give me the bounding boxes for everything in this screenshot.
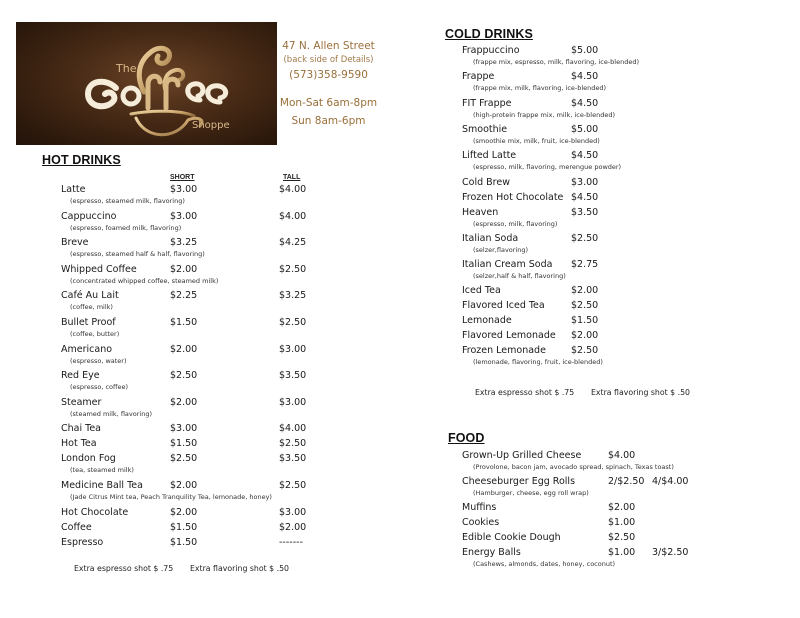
price-tall: $3.25: [279, 290, 307, 302]
menu-item-name: Cookies: [462, 517, 500, 528]
menu-item-name: Iced Tea: [462, 285, 501, 297]
menu-item-description: (espresso, milk, flavoring, merengue powder): [473, 163, 622, 172]
menu-item-name: Hot Chocolate: [61, 506, 129, 518]
menu-item-name: Flavored Iced Tea: [462, 300, 545, 312]
price: $2.00: [608, 502, 636, 513]
hours-sunday: Sun 8am-6pm: [291, 115, 366, 127]
menu-item-name: Heaven: [462, 206, 499, 218]
price: $3.00: [571, 176, 599, 188]
menu-item-description: (coffee, butter): [70, 330, 120, 338]
column-tall-header: TALL: [283, 174, 301, 181]
price: $4.50: [571, 71, 599, 83]
menu-item-name: Cappuccino: [61, 210, 117, 222]
price: $1.50: [571, 315, 599, 327]
menu-item-description: (espresso, steamed milk, flavoring): [70, 197, 185, 205]
coffee-shoppe-logo: [16, 22, 277, 145]
price-tall: -------: [279, 536, 303, 548]
price-tall: $2.50: [279, 317, 307, 328]
price: $2.75: [571, 259, 599, 271]
price: $1.00: [608, 547, 636, 558]
menu-item-description: (tea, steamed milk): [70, 466, 134, 475]
price-short: $3.00: [170, 210, 198, 222]
price: $3.50: [571, 206, 599, 218]
menu-item-description: (Jade Citrus Mint tea, Peach Tranquility Tea, lemonade, honey): [70, 493, 272, 501]
price-short: $1.50: [170, 438, 198, 450]
menu-item-name: Lifted Latte: [462, 150, 517, 162]
price: $2.50: [608, 532, 636, 543]
price-short: $1.50: [170, 317, 198, 328]
price-short: $3.00: [170, 423, 198, 435]
logo-the-text: The: [116, 62, 137, 75]
price: 2/$2.50: [608, 476, 645, 487]
price-tall: $2.00: [279, 521, 307, 533]
menu-item-description: (espresso, water): [70, 356, 127, 365]
menu-item-name: Café Au Lait: [61, 290, 119, 302]
price-tall: $3.50: [279, 453, 307, 465]
price-short: $2.00: [170, 480, 198, 491]
price: $2.50: [571, 232, 599, 244]
menu-item-name: Frappe: [462, 71, 495, 83]
menu-item-name: Whipped Coffee: [61, 263, 137, 275]
price-short: $2.25: [170, 290, 198, 302]
menu-item-name: Italian Soda: [462, 232, 519, 244]
menu-item-name: Red Eye: [61, 370, 100, 382]
hot-extra-flavoring: Extra flavoring shot $ .50: [190, 564, 290, 573]
price-short: $3.25: [170, 237, 198, 249]
menu-item-name: Coffee: [61, 521, 92, 533]
menu-item-name: London Fog: [61, 453, 116, 465]
hours-weekday: Mon-Sat 6am-8pm: [279, 97, 378, 109]
price: $5.00: [571, 123, 599, 135]
price-tall: $2.50: [279, 263, 307, 275]
price-short: $1.50: [170, 536, 198, 548]
menu-item-description: (selzer,half & half, flavoring): [473, 272, 566, 281]
menu-item-name: Frozen Lemonade: [462, 345, 546, 357]
price-short: $2.50: [170, 453, 198, 465]
menu-item-name: Muffins: [462, 502, 497, 513]
menu-item-name: Cheeseburger Egg Rolls: [462, 476, 576, 487]
price-tall: $4.25: [279, 237, 307, 249]
price-tall: $2.50: [279, 438, 307, 450]
price-short: $2.50: [170, 370, 198, 382]
column-short-header: SHORT: [170, 174, 195, 181]
contact-info: [276, 38, 381, 130]
price-short: $1.50: [170, 521, 198, 533]
phone-number: (573)358-9590: [289, 69, 368, 81]
menu-item-name: Americano: [61, 343, 113, 355]
cold-extra-flavoring: Extra flavoring shot $ .50: [591, 388, 691, 397]
price: $2.50: [571, 300, 599, 312]
price-tall: $3.00: [279, 396, 307, 408]
price-short: $2.00: [170, 396, 198, 408]
price-alt: 3/$2.50: [652, 547, 689, 558]
cold-drinks-heading: COLD DRINKS: [445, 27, 533, 41]
price-tall: $4.00: [279, 210, 307, 222]
price: $1.00: [608, 517, 636, 528]
menu-item-name: Latte: [61, 184, 86, 195]
price: $4.50: [571, 150, 599, 162]
menu-item-name: Hot Tea: [61, 438, 97, 450]
food-heading: FOOD: [448, 431, 485, 445]
menu-item-description: (Provolone, bacon jam, avocado spread, spinach, Texas toast): [473, 463, 674, 471]
price-tall: $3.00: [279, 506, 307, 518]
price-tall: $4.00: [279, 184, 307, 195]
menu-item-description: (Cashews, almonds, dates, honey, coconut): [473, 560, 616, 568]
price-tall: $3.50: [279, 370, 307, 382]
menu-item-description: (espresso, foamed milk, flavoring): [70, 223, 182, 232]
menu-item-name: Steamer: [61, 396, 102, 408]
price-tall: $2.50: [279, 480, 307, 491]
menu-item-name: Medicine Ball Tea: [61, 480, 143, 491]
menu-item-description: (steamed milk, flavoring): [70, 409, 152, 418]
price-short: $3.00: [170, 184, 198, 195]
price-alt: 4/$4.00: [652, 476, 689, 487]
logo-shoppe-text: Shoppe: [192, 120, 230, 131]
price: $2.00: [571, 285, 599, 297]
menu-item-name: Frappuccino: [462, 45, 520, 56]
price: $2.00: [571, 330, 599, 342]
cold-extra-espresso: Extra espresso shot $ .75: [475, 388, 575, 397]
menu-item-description: (frappe mix, milk, flavoring, ice-blended): [473, 84, 607, 93]
menu-item-description: (smoothie mix, milk, fruit, ice-blended): [473, 136, 600, 145]
menu-item-name: Cold Brew: [462, 176, 510, 188]
menu-item-name: Energy Balls: [462, 547, 521, 558]
price: $2.50: [571, 345, 599, 357]
menu-item-name: Italian Cream Soda: [462, 259, 553, 271]
hot-drinks-heading: HOT DRINKS: [42, 153, 121, 167]
menu-item-name: Bullet Proof: [61, 317, 116, 328]
menu-item-name: Lemonade: [462, 315, 512, 327]
price-short: $2.00: [170, 263, 198, 275]
menu-item-name: Chai Tea: [61, 423, 101, 435]
price: $4.00: [608, 450, 636, 461]
address-note: (back side of Details): [283, 55, 374, 65]
menu-item-name: Espresso: [61, 536, 104, 548]
menu-item-name: Flavored Lemonade: [462, 330, 556, 342]
price-short: $2.00: [170, 343, 198, 355]
menu-item-description: (espresso, coffee): [70, 383, 129, 392]
price-tall: $3.00: [279, 343, 307, 355]
menu-item-name: Grown-Up Grilled Cheese: [462, 450, 582, 461]
menu-item-description: (concentrated whipped coffee, steamed milk): [70, 276, 219, 285]
menu-item-description: (frappe mix, espresso, milk, flavoring, ice-blended): [473, 58, 639, 66]
menu-item-name: Edible Cookie Dough: [462, 532, 561, 543]
menu-item-description: (espresso, milk, flavoring): [473, 219, 558, 228]
menu-item-description: (coffee, milk): [70, 303, 113, 312]
hot-extra-espresso: Extra espresso shot $ .75: [74, 564, 174, 573]
menu-item-description: (lemonade, flavoring, fruit, ice-blended): [473, 358, 603, 367]
coffee-cup-steam-icon: [16, 22, 277, 145]
menu-item-name: Breve: [61, 237, 89, 249]
price: $4.50: [571, 191, 599, 203]
price: $5.00: [571, 45, 599, 56]
menu-item-description: (high-protein frappe mix, milk, ice-blended): [473, 110, 616, 119]
price-tall: $4.00: [279, 423, 307, 435]
menu-item-name: Frozen Hot Chocolate: [462, 191, 564, 203]
menu-item-description: (espresso, steamed half & half, flavoring): [70, 250, 205, 259]
menu-item-name: FIT Frappe: [462, 97, 512, 109]
menu-item-name: Smoothie: [462, 123, 508, 135]
address: 47 N. Allen Street: [282, 40, 375, 52]
price-short: $2.00: [170, 506, 198, 518]
menu-item-description: (selzer,flavoring): [473, 245, 529, 254]
menu-item-description: (Hamburger, cheese, egg roll wrap): [473, 489, 589, 497]
price: $4.50: [571, 97, 599, 109]
